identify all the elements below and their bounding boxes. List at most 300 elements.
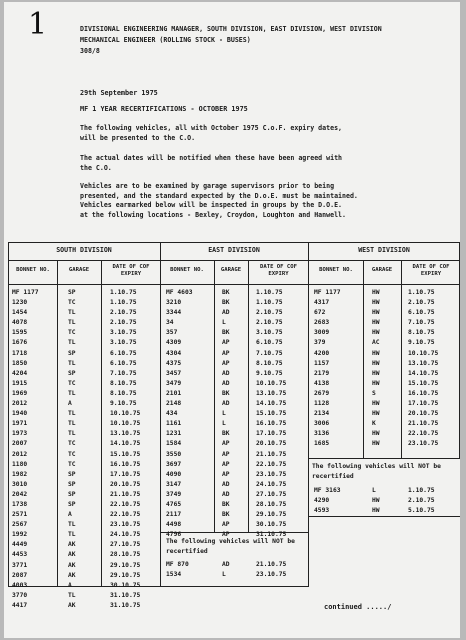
table-row	[162, 480, 308, 490]
bonnet-number: 1534	[166, 571, 182, 579]
cof-expiry-date: 9.10.75	[256, 369, 283, 377]
table-rule	[8, 242, 460, 243]
east-division-rows	[162, 288, 308, 540]
cof-expiry-date: 20.10.75	[256, 440, 287, 448]
table-row	[10, 389, 160, 399]
cof-expiry-date: 27.10.75	[110, 541, 141, 549]
garage-code: AP	[222, 531, 230, 539]
paragraph-line: will be presented to the C.O.	[80, 133, 196, 142]
bonnet-number: 672	[314, 309, 326, 317]
garage-code: AP	[222, 521, 230, 529]
table-row	[162, 359, 308, 369]
cof-expiry-date: 21.10.75	[256, 450, 287, 458]
garage-code: HW	[372, 359, 380, 367]
table-row	[162, 429, 308, 439]
cof-expiry-date: 5.10.75	[408, 507, 435, 515]
cof-expiry-date: 2.10.75	[256, 319, 283, 327]
cof-expiry-date: 9.10.75	[110, 400, 137, 408]
bonnet-number: 2571	[12, 511, 28, 519]
bonnet-number: 1595	[12, 329, 28, 337]
cof-expiry-date: 1.10.75	[408, 487, 435, 494]
garage-code: BK	[222, 299, 230, 307]
bonnet-number: 357	[166, 329, 178, 337]
bonnet-number: 2679	[314, 389, 330, 397]
cof-expiry-date: 28.10.75	[110, 551, 141, 559]
bonnet-number: 3210	[166, 299, 182, 307]
bonnet-number: 4593	[314, 507, 330, 515]
table-row	[162, 470, 308, 480]
bonnet-number: 1584	[166, 440, 182, 448]
table-row	[10, 409, 160, 419]
table-row	[162, 349, 308, 359]
west-division-rows	[310, 288, 460, 450]
bonnet-number: 4417	[12, 601, 28, 609]
bonnet-number: 2134	[314, 410, 330, 418]
table-row	[162, 520, 308, 530]
cof-expiry-date: 28.10.75	[256, 500, 287, 508]
cof-expiry-date: 24.10.75	[110, 531, 141, 539]
col-header-date: DATE OF COF EXPIRY	[259, 264, 298, 277]
garage-code: AK	[68, 561, 76, 569]
cof-expiry-date: 13.10.75	[110, 430, 141, 438]
cof-expiry-date: 21.10.75	[110, 490, 141, 498]
table-row	[10, 460, 160, 470]
bonnet-number: 1971	[12, 420, 28, 428]
cof-expiry-date: 23.10.75	[256, 470, 287, 478]
garage-code: TL	[68, 430, 76, 438]
garage-code: L	[222, 319, 226, 327]
garage-code: SP	[68, 470, 76, 478]
table-row	[10, 450, 160, 460]
cof-expiry-date: 29.10.75	[110, 561, 141, 569]
east-not-recertified-rows	[162, 560, 308, 580]
bonnet-number: 4449	[12, 541, 28, 549]
garage-code: HW	[372, 497, 380, 505]
bonnet-number: 3147	[166, 480, 182, 488]
garage-code: SP	[68, 369, 76, 377]
table-row	[310, 409, 460, 419]
table-row	[162, 419, 308, 429]
cof-expiry-date: 13.10.75	[408, 359, 439, 367]
memo-address-block	[80, 24, 382, 57]
bonnet-number: 1973	[12, 430, 28, 438]
cof-expiry-date: 29.10.75	[256, 511, 287, 519]
table-row	[162, 379, 308, 389]
table-rule	[8, 242, 9, 587]
bonnet-number: 3010	[12, 480, 28, 488]
bonnet-number: 2012	[12, 450, 28, 458]
cof-expiry-date: 31.10.75	[110, 591, 141, 599]
cof-expiry-date: 16.10.75	[408, 389, 439, 397]
cof-expiry-date: 7.10.75	[408, 319, 435, 327]
cof-expiry-date: 23.10.75	[256, 571, 287, 579]
table-row	[10, 318, 160, 328]
bonnet-number: 3457	[166, 369, 182, 377]
bonnet-number: 2007	[12, 440, 28, 448]
cof-expiry-date: 29.10.75	[110, 571, 141, 579]
paragraph-3	[80, 182, 358, 220]
cof-expiry-date: 6.10.75	[256, 339, 283, 347]
table-rule	[8, 260, 460, 261]
bonnet-number: 4796	[166, 531, 182, 539]
bonnet-number: 3749	[166, 490, 182, 498]
cof-expiry-date: 6.10.75	[408, 309, 435, 317]
garage-code: HW	[372, 319, 380, 327]
bonnet-number: 379	[314, 339, 326, 347]
table-row	[162, 490, 308, 500]
south-division-rows	[10, 288, 160, 611]
table-rule	[308, 458, 460, 459]
cof-expiry-date: 31.10.75	[110, 601, 141, 609]
garage-code: SP	[68, 289, 76, 296]
garage-code: HW	[372, 410, 380, 418]
bonnet-number: 4290	[314, 497, 330, 505]
bonnet-number: MF 1177	[12, 289, 39, 296]
garage-code: TC	[68, 450, 76, 458]
cof-expiry-date: 7.10.75	[110, 369, 137, 377]
table-row	[162, 308, 308, 318]
cof-expiry-date: 17.10.75	[110, 470, 141, 478]
bonnet-number: 1915	[12, 379, 28, 387]
table-row	[310, 419, 460, 429]
bonnet-number: 4204	[12, 369, 28, 377]
cof-expiry-date: 10.10.75	[110, 420, 141, 428]
table-row	[10, 369, 160, 379]
bonnet-number: 3344	[166, 309, 182, 317]
bonnet-number: 3479	[166, 379, 182, 387]
garage-code: AK	[68, 541, 76, 549]
col-header-bonnet: BONNET NO.	[16, 267, 50, 273]
cof-expiry-date: 15.10.75	[408, 379, 439, 387]
paragraph-1	[80, 124, 342, 143]
table-row	[310, 379, 460, 389]
garage-code: AD	[222, 379, 230, 387]
table-row	[10, 338, 160, 348]
cof-expiry-date: 10.10.75	[110, 410, 141, 418]
table-row	[310, 486, 460, 496]
cof-expiry-date: 20.10.75	[408, 410, 439, 418]
table-row	[162, 439, 308, 449]
table-row	[10, 349, 160, 359]
garage-code: TC	[68, 460, 76, 468]
bonnet-number: 1940	[12, 410, 28, 418]
garage-code: TL	[68, 521, 76, 529]
garage-code: AP	[222, 460, 230, 468]
bonnet-number: 4765	[166, 500, 182, 508]
cof-expiry-date: 21.10.75	[256, 561, 287, 568]
cof-expiry-date: 30.10.75	[110, 581, 141, 589]
division-header-south: SOUTH DIVISION	[56, 246, 112, 254]
bonnet-number: 2179	[314, 369, 330, 377]
bonnet-number: 2012	[12, 400, 28, 408]
table-row	[10, 419, 160, 429]
bonnet-number: 1231	[166, 430, 182, 438]
bonnet-number: 1969	[12, 389, 28, 397]
table-row	[10, 581, 160, 591]
bonnet-number: 1982	[12, 470, 28, 478]
cof-expiry-date: 23.10.75	[110, 521, 141, 529]
bonnet-number: 3009	[314, 329, 330, 337]
cof-expiry-date: 7.10.75	[256, 349, 283, 357]
bonnet-number: 434	[166, 410, 178, 418]
table-row	[162, 570, 308, 580]
garage-code: TL	[68, 359, 76, 367]
table-row	[10, 480, 160, 490]
bonnet-number: 1850	[12, 359, 28, 367]
table-row	[10, 359, 160, 369]
cof-expiry-date: 27.10.75	[256, 490, 287, 498]
table-row	[310, 308, 460, 318]
garage-code: A	[68, 581, 72, 589]
paragraph-line: Vehicles are to be examined by garage supervisors prior to being	[80, 182, 335, 190]
bonnet-number: 1718	[12, 349, 28, 357]
cof-expiry-date: 3.10.75	[110, 339, 137, 347]
garage-code: AK	[68, 551, 76, 559]
cof-expiry-date: 16.10.75	[256, 420, 287, 428]
address-line: MECHANICAL ENGINEER (ROLLING STOCK - BUSES)	[80, 36, 251, 44]
garage-code: AP	[222, 450, 230, 458]
cof-expiry-date: 14.10.75	[408, 369, 439, 377]
cof-expiry-date: 22.10.75	[110, 511, 141, 519]
bonnet-number: 4317	[314, 299, 330, 307]
west-not-recertified-note: The following vehicles will NOT be recertified	[312, 463, 441, 480]
cof-expiry-date: 21.10.75	[408, 420, 439, 428]
garage-code: TC	[68, 440, 76, 448]
table-row	[10, 379, 160, 389]
garage-code: HW	[372, 289, 380, 296]
table-row	[10, 308, 160, 318]
garage-code: BK	[222, 500, 230, 508]
garage-code: K	[372, 420, 376, 428]
cof-expiry-date: 1.10.75	[256, 299, 283, 307]
garage-code: S	[372, 389, 376, 397]
table-row	[162, 298, 308, 308]
bonnet-number: 1157	[314, 359, 330, 367]
cof-expiry-date: 22.10.75	[256, 460, 287, 468]
cof-expiry-date: 14.10.75	[110, 440, 141, 448]
garage-code: TL	[68, 410, 76, 418]
table-rule	[8, 284, 460, 285]
cof-expiry-date: 1.10.75	[408, 289, 435, 296]
garage-code: TC	[68, 299, 76, 307]
garage-code: AD	[222, 400, 230, 408]
cof-expiry-date: 3.10.75	[256, 329, 283, 337]
garage-code: TL	[68, 531, 76, 539]
table-row	[10, 591, 160, 601]
garage-code: A	[68, 400, 72, 408]
garage-code: L	[222, 410, 226, 418]
cof-expiry-date: 3.10.75	[110, 329, 137, 337]
table-row	[10, 571, 160, 581]
table-row	[10, 550, 160, 560]
col-header-garage: GARAGE	[68, 267, 90, 273]
garage-code: HW	[372, 369, 380, 377]
bonnet-number: 3550	[166, 450, 182, 458]
garage-code: BK	[222, 430, 230, 438]
bonnet-number: 1180	[12, 460, 28, 468]
table-row	[10, 601, 160, 611]
table-row	[310, 369, 460, 379]
cof-expiry-date: 2.10.75	[408, 497, 435, 505]
garage-code: SP	[68, 490, 76, 498]
garage-code: A	[68, 511, 72, 519]
cof-expiry-date: 10.10.75	[408, 349, 439, 357]
table-row	[310, 338, 460, 348]
garage-code: BK	[222, 511, 230, 519]
table-row	[310, 328, 460, 338]
cof-expiry-date: 9.10.75	[408, 339, 435, 347]
cof-expiry-date: 15.10.75	[110, 450, 141, 458]
cof-expiry-date: 1.10.75	[110, 299, 137, 307]
garage-code: TC	[68, 329, 76, 337]
paragraph-line: The actual dates will be notified when these have been agreed with	[80, 154, 343, 162]
bonnet-number: 2042	[12, 490, 28, 498]
garage-code: AP	[222, 349, 230, 357]
table-row	[10, 561, 160, 571]
garage-code: HW	[372, 430, 380, 438]
table-row	[162, 399, 308, 409]
cof-expiry-date: 1.10.75	[110, 289, 137, 296]
table-row	[310, 506, 460, 516]
cof-expiry-date: 8.10.75	[110, 379, 137, 387]
paragraph-line: Vehicles earmarked below will be inspected in groups by the D.O.E.	[80, 201, 343, 209]
address-line: DIVISIONAL ENGINEERING MANAGER, SOUTH DIVISION, EAST DIVISION, WEST DIVISION	[80, 25, 382, 33]
garage-code: HW	[372, 379, 380, 387]
garage-code: TL	[68, 309, 76, 317]
cof-expiry-date: 22.10.75	[408, 430, 439, 438]
bonnet-number: 1738	[12, 500, 28, 508]
bonnet-number: 4498	[166, 521, 182, 529]
garage-code: BK	[222, 389, 230, 397]
cof-expiry-date: 6.10.75	[110, 349, 137, 357]
garage-code: AD	[222, 309, 230, 317]
table-row	[310, 288, 460, 298]
bonnet-number: 34	[166, 319, 174, 327]
garage-code: TL	[68, 389, 76, 397]
table-row	[10, 530, 160, 540]
table-row	[310, 429, 460, 439]
table-row	[162, 328, 308, 338]
col-header-date: DATE OF COF EXPIRY	[112, 264, 150, 277]
garage-code: HW	[372, 329, 380, 337]
bonnet-number: 4138	[314, 379, 330, 387]
table-row	[10, 328, 160, 338]
garage-code: HW	[372, 349, 380, 357]
cof-expiry-date: 8.10.75	[110, 389, 137, 397]
bonnet-number: 1230	[12, 299, 28, 307]
table-row	[10, 439, 160, 449]
table-row	[10, 470, 160, 480]
table-row	[162, 338, 308, 348]
cof-expiry-date: 20.10.75	[110, 480, 141, 488]
memo-date: 29th September 1975	[80, 89, 158, 97]
bonnet-number: 1161	[166, 420, 182, 428]
bonnet-number: 1454	[12, 309, 28, 317]
garage-code: TL	[68, 420, 76, 428]
table-rule	[160, 242, 161, 587]
bonnet-number: 4090	[166, 470, 182, 478]
table-row	[310, 399, 460, 409]
bonnet-number: 2148	[166, 400, 182, 408]
col-header-date: DATE OF COF EXPIRY	[412, 264, 450, 277]
bonnet-number: MF 4603	[166, 289, 193, 296]
table-row	[310, 298, 460, 308]
cof-expiry-date: 24.10.75	[256, 480, 287, 488]
table-row	[310, 359, 460, 369]
bonnet-number: 1128	[314, 400, 330, 408]
table-row	[162, 510, 308, 520]
bonnet-number: 1676	[12, 339, 28, 347]
garage-code: AD	[222, 490, 230, 498]
col-header-bonnet: BONNET NO.	[319, 267, 353, 273]
cof-expiry-date: 1.10.75	[256, 289, 283, 296]
table-row	[10, 429, 160, 439]
bonnet-number: MF 870	[166, 561, 189, 568]
cof-expiry-date: 2.10.75	[110, 319, 137, 327]
garage-code: TL	[68, 591, 76, 599]
memo-page	[4, 2, 460, 638]
table-row	[162, 318, 308, 328]
bonnet-number: 4003	[12, 581, 28, 589]
table-row	[10, 500, 160, 510]
garage-code: TC	[68, 379, 76, 387]
garage-code: BK	[222, 329, 230, 337]
cof-expiry-date: 16.10.75	[110, 460, 141, 468]
garage-code: L	[222, 571, 226, 579]
table-row	[162, 288, 308, 298]
cof-expiry-date: 2.10.75	[110, 309, 137, 317]
table-row	[162, 460, 308, 470]
garage-code: HW	[372, 309, 380, 317]
table-row	[162, 500, 308, 510]
cof-expiry-date: 10.10.75	[256, 379, 287, 387]
garage-code: AP	[222, 470, 230, 478]
bonnet-number: 3697	[166, 460, 182, 468]
cof-expiry-date: 23.10.75	[408, 440, 439, 448]
bonnet-number: 2117	[166, 511, 182, 519]
cof-expiry-date: 15.10.75	[256, 410, 287, 418]
cof-expiry-date: 6.10.75	[110, 359, 137, 367]
garage-code: TL	[68, 319, 76, 327]
handwritten-mark: 1	[28, 7, 48, 42]
cof-expiry-date: 8.10.75	[408, 329, 435, 337]
table-row	[10, 490, 160, 500]
garage-code: AD	[222, 480, 230, 488]
garage-code: SP	[68, 480, 76, 488]
bonnet-number: 4078	[12, 319, 28, 327]
division-header-west: WEST DIVISION	[358, 246, 410, 254]
bonnet-number: 4309	[166, 339, 182, 347]
table-row	[10, 298, 160, 308]
bonnet-number: 3006	[314, 420, 330, 428]
table-row	[162, 450, 308, 460]
garage-code: AK	[68, 601, 76, 609]
east-not-recertified-note: The following vehicles will NOT be recertified	[166, 538, 295, 555]
bonnet-number: 3136	[314, 430, 330, 438]
cof-expiry-date: 31.10.75	[256, 531, 287, 539]
garage-code: HW	[372, 440, 380, 448]
table-row	[10, 520, 160, 530]
cof-expiry-date: 17.10.75	[256, 430, 287, 438]
garage-code: AC	[372, 339, 380, 347]
garage-code: HW	[372, 299, 380, 307]
garage-code: SP	[68, 500, 76, 508]
bonnet-number: MF 3163	[314, 487, 341, 494]
col-header-garage: GARAGE	[220, 267, 242, 273]
garage-code: AP	[222, 339, 230, 347]
table-row	[10, 510, 160, 520]
garage-code: TL	[68, 339, 76, 347]
